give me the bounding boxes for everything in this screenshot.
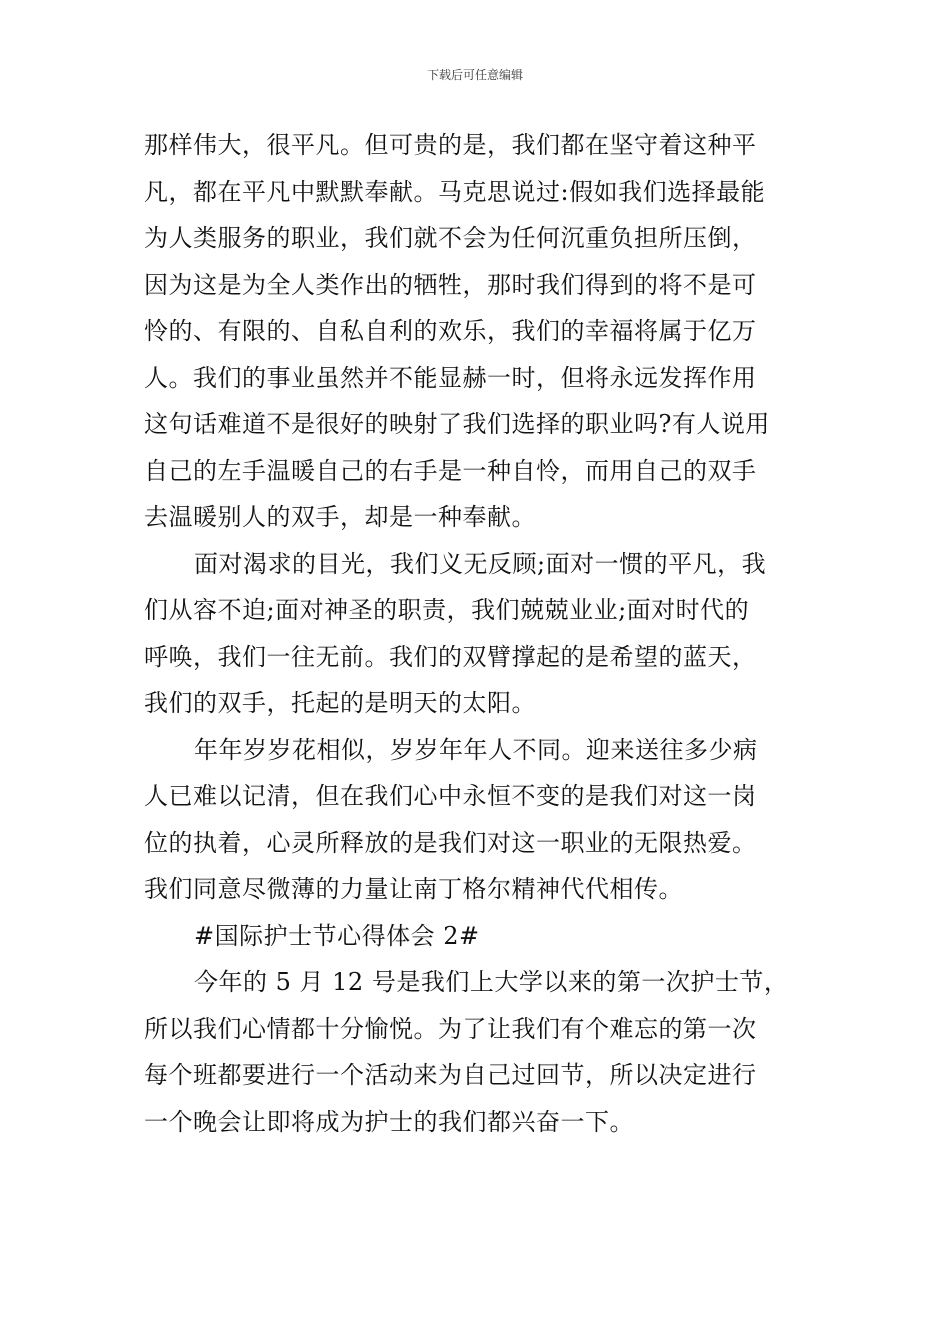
text-line: 这句话难道不是很好的映射了我们选择的职业吗?有人说用 [144,410,770,438]
paragraph-first-line: 今年的 5 月 12 号是我们上大学以来的第一次护士节， [194,968,789,996]
section-heading: #国际护士节心得体会 2# [194,921,480,950]
text-line: 人。我们的事业虽然并不能显赫一时，但将永远发挥作用 [144,363,757,392]
text-line: 自己的左手温暖自己的右手是一种自怜，而用自己的双手 [144,456,757,485]
document-body [144,122,804,1145]
text-line: 我们同意尽微薄的力量让南丁格尔精神代代相传。 [144,875,683,903]
paragraph-first-line: 年年岁岁花相似，岁岁年年人不同。迎来送往多少病 [194,735,758,764]
paragraph-first-line: 面对渴求的目光，我们义无反顾;面对一惯的平凡，我 [194,549,767,578]
text-line: 人已难以记清，但在我们心中永恒不变的是我们对这一岗 [144,782,757,810]
text-line: 一个晚会让即将成为护士的我们都兴奋一下。 [144,1107,634,1136]
text-line: 凡，都在平凡中默默奉献。马克思说过:假如我们选择最能 [144,177,766,206]
text-line: 那样伟大，很平凡。但可贵的是，我们都在坚守着这种平 [144,131,757,159]
text-line: 位的执着，心灵所释放的是我们对这一职业的无限热爱。 [144,828,757,857]
text-line: 因为这是为全人类作出的牺牲，那时我们得到的将不是可 [144,270,757,299]
text-line: 去温暖别人的双手，却是一种奉献。 [144,503,536,531]
text-line: 我们的双手，托起的是明天的太阳。 [144,689,536,717]
text-line: 为人类服务的职业，我们就不会为任何沉重负担所压倒， [144,224,757,252]
text-line: 怜的、有限的、自私自利的欢乐，我们的幸福将属于亿万 [144,317,757,345]
text-line: 呼唤，我们一往无前。我们的双臂撑起的是希望的蓝天， [144,642,757,671]
text-line: 所以我们心情都十分愉悦。为了让我们有个难忘的第一次 [144,1014,757,1043]
text-line: 每个班都要进行一个活动来为自己过回节，所以决定进行 [144,1061,757,1089]
text-line: 们从容不迫;面对神圣的职责，我们兢兢业业;面对时代的 [144,596,750,624]
page-header-note: 下载后可任意编辑 [426,68,523,82]
